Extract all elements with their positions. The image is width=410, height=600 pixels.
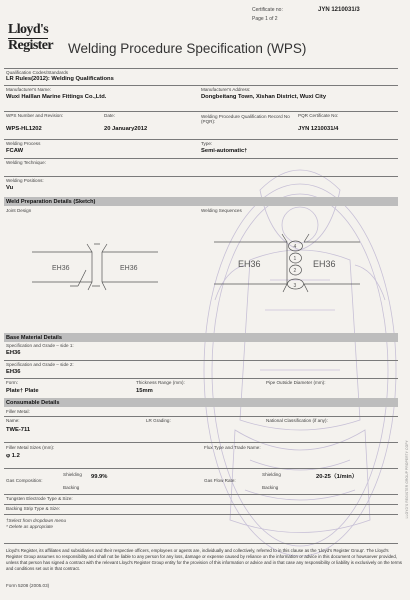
page-title: Welding Procedure Specification (WPS) bbox=[68, 41, 307, 56]
flow-backing-label: Backing bbox=[262, 485, 279, 490]
tungsten-label: Tungsten Electrode Type & Size: bbox=[6, 496, 73, 501]
thickness-label: Thickness Range (mm): bbox=[136, 380, 185, 385]
process-type-value: Semi-automatic† bbox=[201, 148, 248, 154]
manufacturer-address-label: Manufacturer's Address: bbox=[201, 87, 251, 92]
manufacturer-name-label: Manufacturer's Name: bbox=[6, 87, 52, 92]
welding-sequences-label: Welding Sequences bbox=[201, 208, 242, 213]
gas-composition-label: Gas Composition: bbox=[6, 478, 43, 483]
flux-type-label: Flux Type and Trade Name: bbox=[204, 445, 261, 450]
lr-grading-label: LR Grading: bbox=[146, 418, 171, 423]
pqr-label: Welding Procedure Qualification Record No (PQR): bbox=[201, 114, 290, 124]
welding-process-label: Welding Process bbox=[6, 141, 41, 146]
side2-value: EH36 bbox=[6, 369, 21, 375]
wps-date: 20 January2012 bbox=[104, 126, 148, 132]
sequence-number: 4 bbox=[293, 244, 297, 250]
welding-positions-value: Vu bbox=[6, 185, 14, 191]
filler-sizes-label: Filler Metal Sizes (mm): bbox=[6, 445, 55, 450]
side-margin-text: LLOYD'S REGISTER GROUP PROPERTY COPY bbox=[405, 440, 409, 519]
welding-process-value: FCAW bbox=[6, 148, 24, 154]
manufacturer-name: Wuxi Haillan Marine Fittings Co.,Ltd. bbox=[6, 94, 107, 100]
form-number: Form 5208 (2005.03) bbox=[6, 583, 50, 588]
sequence-number: 3 bbox=[293, 283, 297, 289]
wps-date-label: Date: bbox=[104, 113, 115, 118]
weld-prep-header: Weld Preparation Details (Sketch) bbox=[4, 197, 398, 206]
consumable-header: Consumable Details bbox=[4, 398, 398, 407]
qualification-label: Qualification Codes/Standards bbox=[6, 70, 69, 75]
filler-metal-label: Filler Metal: bbox=[6, 409, 30, 414]
side1-label: Specification and Grade – side 1: bbox=[6, 343, 74, 348]
sequence-left-label: EH36 bbox=[238, 259, 261, 269]
gas-flow-label: Gas Flow Rate: bbox=[204, 478, 236, 483]
base-material-header: Base Material Details bbox=[4, 333, 398, 342]
certificate-number: JYN 1210031/3 bbox=[318, 7, 360, 13]
form-value: Plate† Plate bbox=[6, 388, 39, 394]
pqr-certificate-label: PQR Certificate No: bbox=[298, 113, 339, 118]
side1-value: EH36 bbox=[6, 350, 21, 356]
certificate-label: Certificate no: bbox=[252, 7, 283, 13]
page-indicator: Page 1 of 2 bbox=[252, 16, 278, 22]
pqr-certificate-number: JYN 1210031/4 bbox=[298, 126, 339, 132]
delete-note: * Delete as appropriate bbox=[6, 524, 53, 529]
sequence-right-label: EH36 bbox=[313, 259, 336, 269]
national-classification-label: National Classification (if any): bbox=[266, 418, 328, 423]
sequence-number: 1 bbox=[293, 256, 297, 262]
shielding-label: Shielding bbox=[63, 472, 82, 477]
backing-label: Backing bbox=[63, 485, 80, 490]
manufacturer-address: Dongbeitang Town, Xishan District, Wuxi City bbox=[201, 94, 327, 100]
dropdown-note: †Select from dropdown menu bbox=[6, 518, 67, 523]
thickness-value: 15mm bbox=[136, 388, 153, 394]
welding-positions-label: Welding Positions: bbox=[6, 178, 44, 183]
qualification-value: LR Rules(2012): Welding Qualifications bbox=[6, 76, 114, 82]
side2-label: Specification and Grade – side 2: bbox=[6, 362, 74, 367]
joint-design-sketch bbox=[30, 240, 160, 295]
flow-shielding-label: Shielding bbox=[262, 472, 281, 477]
wps-number-label: WPS Number and Revision: bbox=[6, 113, 64, 118]
legal-disclaimer: Lloyd's Register, its affiliates and subsidiaries and their respective officers, employees or agents are, individually and collectively, referred to in this clause as the 'Lloyd's Register Group'. The Lloyd's Register Group assumes no responsibility and shall not be liable to any person for any loss, damage or expense caused by reliance on the information or advice in this document or howsoever provided, unless that person has signed a contract with the relevant Lloyd's Register Group entity for the provision of this information or advice and in that case any responsibility or liability is exclusively on the terms and conditions set out in that contract. bbox=[6, 548, 402, 571]
pipe-diameter-label: Pipe Outside Diameter (mm): bbox=[266, 380, 326, 385]
shielding-value: 99.9% bbox=[91, 474, 108, 480]
filler-sizes-value: φ 1.2 bbox=[6, 453, 20, 459]
joint-right-label: EH36 bbox=[120, 265, 138, 272]
wps-number: WPS-HL1202 bbox=[6, 126, 42, 132]
welding-technique-label: Welding Technique: bbox=[6, 160, 46, 165]
sequence-number: 2 bbox=[293, 268, 297, 274]
joint-left-label: EH36 bbox=[52, 265, 70, 272]
welding-sequence-sketch bbox=[212, 232, 362, 294]
flow-shielding-value: 20-25（1/min） bbox=[316, 474, 358, 480]
joint-design-label: Joint Design bbox=[6, 208, 32, 213]
backing-strip-label: Backing Strip Type & Size: bbox=[6, 506, 61, 511]
process-type-label: Type: bbox=[201, 141, 213, 146]
filler-name-label: Name: bbox=[6, 418, 20, 423]
form-label: Form: bbox=[6, 380, 18, 385]
lloyds-register-logo: Lloyd's Register bbox=[8, 22, 53, 53]
filler-name-value: TWE-711 bbox=[6, 427, 31, 433]
